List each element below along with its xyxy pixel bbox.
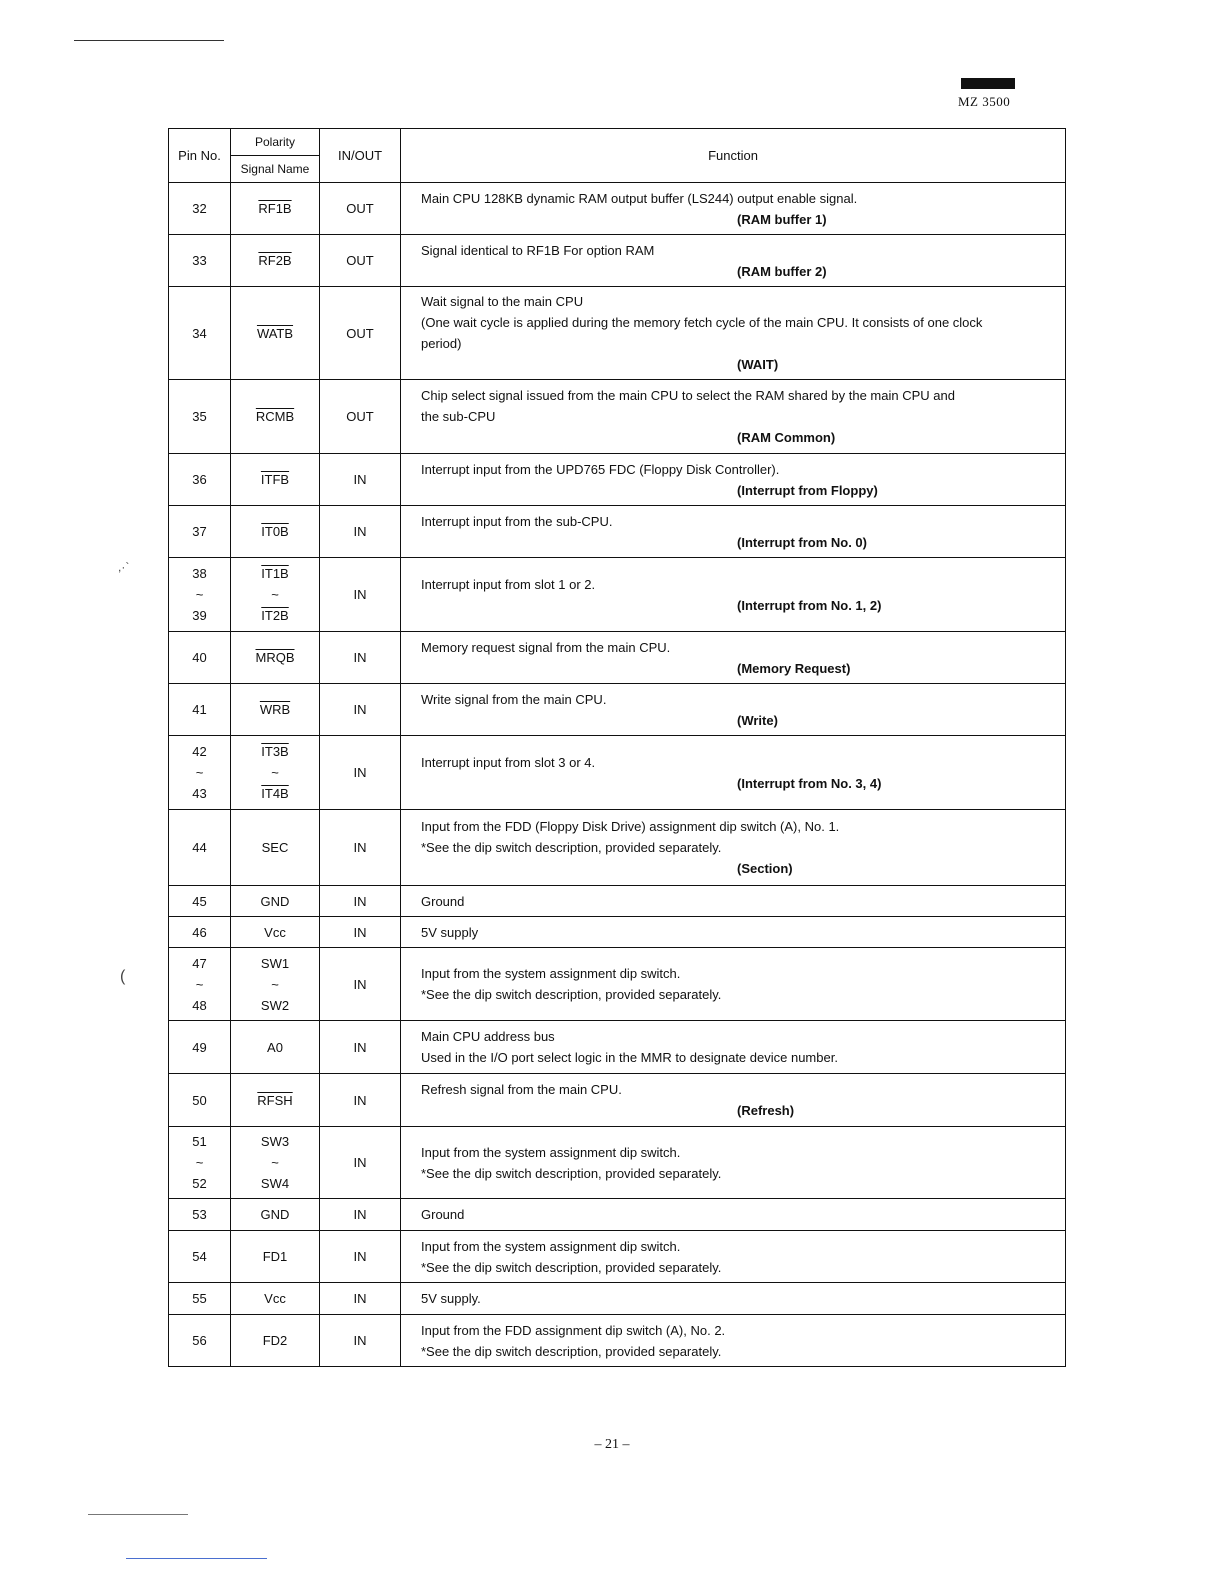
- table-row: [169, 1315, 1066, 1367]
- pin-number-cell: [169, 1074, 231, 1127]
- pin-number-cell-text: 56: [192, 1333, 207, 1348]
- function-cell: [401, 454, 1066, 506]
- signal-name-cell-text: SW1: [260, 955, 290, 971]
- pin-number-cell-text: 51: [192, 1134, 207, 1149]
- signal-name-cell: [231, 380, 320, 454]
- margin-artifact: (: [120, 968, 126, 985]
- pin-number-cell: [169, 632, 231, 684]
- pin-number-cell-text: 48: [192, 997, 207, 1013]
- function-text: Interrupt input from the UPD765 FDC (Floppy Disk Controller).: [421, 461, 780, 477]
- signal-name-cell-text: ~: [271, 1155, 279, 1170]
- pin-number-cell-text: 34: [192, 325, 207, 341]
- function-cell: [401, 886, 1066, 917]
- in-out-cell: IN: [320, 1021, 401, 1074]
- table-row: [169, 1074, 1066, 1127]
- signal-name-cell-text: Vcc: [264, 1291, 286, 1306]
- pin-number-cell: [169, 1199, 231, 1231]
- signal-name-cell-text: RF1B: [258, 201, 292, 216]
- function-note: (Interrupt from No. 1, 2): [737, 597, 882, 613]
- pin-number-cell-text: 33: [192, 253, 207, 268]
- scan-artifact-bottom: [88, 1514, 188, 1515]
- in-out-cell: OUT: [320, 380, 401, 454]
- signal-name-cell: [231, 1199, 320, 1231]
- pin-number-cell-text: 44: [192, 840, 207, 855]
- pin-number-cell: [169, 558, 231, 632]
- table-row: [169, 380, 1066, 454]
- pin-number-cell-text: 49: [192, 1039, 207, 1055]
- pin-number-cell: [169, 736, 231, 810]
- pin-number-cell: [169, 917, 231, 948]
- function-note: (WAIT): [737, 357, 779, 372]
- in-out-cell: IN: [320, 948, 401, 1021]
- table-row: [169, 1231, 1066, 1283]
- signal-name-cell: [231, 235, 320, 287]
- signal-name-cell: [231, 183, 320, 235]
- function-cell: [401, 810, 1066, 886]
- table-row: [169, 948, 1066, 1021]
- table-row: [169, 506, 1066, 558]
- function-cell: [401, 1283, 1066, 1315]
- signal-name-cell: [231, 287, 320, 380]
- function-text: *See the dip switch description, provided separately.: [421, 1259, 722, 1275]
- function-cell: [401, 1074, 1066, 1127]
- pin-number-cell: [169, 886, 231, 917]
- function-cell: [401, 506, 1066, 558]
- in-out-cell: IN: [320, 917, 401, 948]
- function-text: *See the dip switch description, provided separately.: [421, 1343, 722, 1359]
- function-text: Ground: [421, 893, 465, 909]
- pin-number-cell: [169, 810, 231, 886]
- pin-number-cell-text: 40: [192, 650, 207, 665]
- in-out-cell: IN: [320, 736, 401, 810]
- header-pin-no: Pin No.: [169, 129, 231, 183]
- signal-name-cell-text: ~: [271, 587, 279, 602]
- function-text: *See the dip switch description, provided separately.: [421, 1165, 722, 1181]
- function-text: Input from the FDD assignment dip switch (A), No. 2.: [421, 1322, 726, 1338]
- pin-number-cell: [169, 506, 231, 558]
- signal-name-cell-text: SW2: [260, 997, 290, 1013]
- in-out-cell: IN: [320, 558, 401, 632]
- in-out-cell: IN: [320, 1283, 401, 1315]
- pin-number-cell-text: ~: [195, 976, 204, 992]
- signal-name-cell: [231, 1074, 320, 1127]
- pin-number-cell: [169, 684, 231, 736]
- pin-number-cell-text: 45: [192, 893, 207, 909]
- table-row: [169, 917, 1066, 948]
- signal-name-cell-text: SW3: [260, 1134, 290, 1149]
- table-row: [169, 1199, 1066, 1231]
- in-out-cell: IN: [320, 506, 401, 558]
- in-out-cell: IN: [320, 886, 401, 917]
- signal-name-cell: [231, 810, 320, 886]
- margin-artifact: ,·`: [118, 560, 130, 574]
- in-out-cell: OUT: [320, 183, 401, 235]
- in-out-cell: IN: [320, 684, 401, 736]
- signal-name-cell-text: IT4B: [261, 786, 289, 801]
- pin-number-cell-text: 35: [192, 409, 207, 424]
- function-text: Interrupt input from the sub-CPU.: [421, 513, 613, 529]
- function-cell: [401, 1199, 1066, 1231]
- table-row: [169, 558, 1066, 632]
- signal-name-cell: [231, 948, 320, 1021]
- table-row: [169, 454, 1066, 506]
- pin-number-cell: [169, 1231, 231, 1283]
- signal-name-cell-text: IT3B: [261, 744, 289, 759]
- pin-number-cell-text: 46: [192, 924, 207, 940]
- signal-name-cell-text: $\overline{WRB}$: [259, 702, 291, 717]
- signal-name-cell-text: RFSH: [257, 1092, 293, 1108]
- signal-name-cell: [231, 632, 320, 684]
- pin-number-cell: [169, 1315, 231, 1367]
- function-text: 5V supply.: [421, 1291, 481, 1306]
- function-note: (Section): [737, 861, 793, 876]
- function-note: (Refresh): [737, 1103, 795, 1118]
- function-cell: [401, 684, 1066, 736]
- pin-number-cell-text: 55: [192, 1291, 207, 1306]
- function-text: Interrupt input from slot 3 or 4.: [421, 754, 596, 770]
- signal-name-cell: [231, 454, 320, 506]
- table-row: [169, 810, 1066, 886]
- table-row: [169, 1021, 1066, 1074]
- signal-name-cell-text: FD1: [262, 1249, 288, 1264]
- in-out-cell: IN: [320, 1074, 401, 1127]
- function-text: Input from the system assignment dip switch.: [421, 1144, 681, 1160]
- header-function: Function: [401, 129, 1066, 183]
- pin-number-cell: [169, 454, 231, 506]
- function-note: (RAM buffer 1): [737, 211, 827, 227]
- pin-number-cell: [169, 1127, 231, 1199]
- table-row: [169, 1283, 1066, 1315]
- function-text: Input from the system assignment dip switch.: [421, 1238, 681, 1254]
- signal-name-cell: [231, 1127, 320, 1199]
- in-out-cell: IN: [320, 1315, 401, 1367]
- function-note: (Interrupt from No. 3, 4): [737, 775, 882, 791]
- pin-function-table: [168, 128, 1066, 1367]
- pin-number-cell: [169, 235, 231, 287]
- pin-number-cell: [169, 183, 231, 235]
- function-text: (One wait cycle is applied during the memory fetch cycle of the main CPU. It consists of one clock: [421, 315, 983, 330]
- function-text: *See the dip switch description, provided separately.: [421, 840, 722, 855]
- function-cell: [401, 1021, 1066, 1074]
- signal-name-cell-text: MRQB: [255, 650, 295, 665]
- function-text: Input from the FDD (Floppy Disk Drive) assignment dip switch (A), No. 1.: [421, 819, 840, 834]
- signal-name-cell-text: RF2B: [258, 253, 292, 268]
- pin-number-cell-text: ~: [195, 765, 204, 780]
- header-signal-name: Signal Name: [231, 156, 320, 183]
- in-out-cell: IN: [320, 1127, 401, 1199]
- function-cell: [401, 1127, 1066, 1199]
- signal-name-cell: [231, 736, 320, 810]
- function-cell: [401, 948, 1066, 1021]
- signal-name-cell-text: GND: [260, 1207, 290, 1222]
- signal-name-cell-text: GND: [260, 893, 290, 909]
- signal-name-cell: [231, 1231, 320, 1283]
- pin-number-cell-text: 32: [192, 201, 207, 216]
- function-text: Interrupt input from slot 1 or 2.: [421, 576, 596, 592]
- function-text: Refresh signal from the main CPU.: [421, 1082, 622, 1097]
- function-cell: [401, 287, 1066, 380]
- function-cell: [401, 1231, 1066, 1283]
- table-row: [169, 684, 1066, 736]
- function-text: Used in the I/O port select logic in the MMR to designate device number.: [421, 1050, 838, 1065]
- pin-number-cell-text: 38: [192, 566, 207, 581]
- signal-name-cell: [231, 684, 320, 736]
- signal-name-cell-text: RCMB: [255, 409, 295, 424]
- pin-number-cell-text: 52: [192, 1176, 207, 1191]
- function-cell: [401, 380, 1066, 454]
- function-cell: [401, 183, 1066, 235]
- pin-number-cell-text: ~: [195, 1155, 204, 1170]
- function-text: Ground: [421, 1207, 465, 1222]
- function-text: Memory request signal from the main CPU.: [421, 639, 671, 655]
- page-number: – 21 –: [594, 1437, 630, 1452]
- header-mark: [961, 78, 1015, 89]
- header-in-out: IN/OUT: [320, 129, 401, 183]
- in-out-cell: IN: [320, 454, 401, 506]
- signal-name-cell: [231, 886, 320, 917]
- in-out-cell: IN: [320, 1199, 401, 1231]
- pin-number-cell-text: 47: [192, 955, 207, 971]
- pin-number-cell: [169, 1021, 231, 1074]
- signal-name-cell: [231, 506, 320, 558]
- function-text: period): [421, 336, 462, 351]
- in-out-cell: IN: [320, 632, 401, 684]
- function-text: Main CPU 128KB dynamic RAM output buffer (LS244) output enable signal.: [421, 190, 858, 206]
- function-text: Wait signal to the main CPU: [421, 294, 584, 309]
- function-text: *See the dip switch description, provided separately.: [421, 987, 722, 1002]
- function-text: Signal identical to RF1B For option RAM: [421, 242, 655, 258]
- pin-number-cell-text: 36: [192, 472, 207, 487]
- function-text: Input from the system assignment dip switch.: [421, 966, 681, 981]
- function-note: (Memory Request): [737, 660, 851, 676]
- pin-number-cell: [169, 1283, 231, 1315]
- pin-number-cell-text: 53: [192, 1207, 207, 1222]
- signal-name-cell-text: SW4: [260, 1176, 290, 1191]
- blue-rule: [126, 1558, 267, 1559]
- function-note: (RAM buffer 2): [737, 263, 827, 279]
- signal-name-cell: [231, 1283, 320, 1315]
- pin-number-cell-text: 37: [192, 524, 207, 539]
- function-note: (Interrupt from Floppy): [737, 482, 878, 498]
- function-cell: [401, 917, 1066, 948]
- in-out-cell: OUT: [320, 287, 401, 380]
- function-text: Write signal from the main CPU.: [421, 691, 607, 707]
- signal-name-cell-text: WATB: [256, 325, 294, 341]
- table-row: [169, 183, 1066, 235]
- table-row: [169, 287, 1066, 380]
- pin-number-cell-text: 42: [192, 744, 207, 759]
- signal-name-cell: [231, 558, 320, 632]
- pin-number-cell: [169, 287, 231, 380]
- signal-name-cell-text: FD2: [262, 1333, 288, 1348]
- signal-name-cell: [231, 917, 320, 948]
- pin-number-cell: [169, 380, 231, 454]
- pin-number-cell: [169, 948, 231, 1021]
- in-out-cell: OUT: [320, 235, 401, 287]
- table-row: [169, 1127, 1066, 1199]
- signal-name-cell-text: SEC: [261, 840, 289, 855]
- pin-number-cell-text: 54: [192, 1249, 207, 1264]
- function-cell: [401, 1315, 1066, 1367]
- in-out-cell: IN: [320, 810, 401, 886]
- signal-name-cell-text: ITFB: [260, 472, 290, 487]
- function-note: (Interrupt from No. 0): [737, 534, 867, 550]
- function-text: Chip select signal issued from the main CPU to select the RAM shared by the main CPU and: [421, 388, 955, 403]
- table-row: [169, 736, 1066, 810]
- table-row: [169, 632, 1066, 684]
- signal-name-cell-text: IT0B: [261, 524, 289, 539]
- function-note: (Write): [737, 712, 778, 728]
- signal-name-cell: [231, 1021, 320, 1074]
- function-text: the sub-CPU: [421, 409, 496, 424]
- pin-number-cell-text: ~: [195, 587, 204, 602]
- table-row: [169, 886, 1066, 917]
- pin-number-cell-text: 41: [192, 702, 207, 717]
- signal-name-cell-text: IT2B: [261, 608, 289, 623]
- signal-name-cell-text: Vcc: [264, 924, 286, 940]
- table-row: [169, 235, 1066, 287]
- pin-number-cell-text: 43: [192, 786, 207, 801]
- function-cell: [401, 736, 1066, 810]
- signal-name-cell-text: ~: [271, 765, 279, 780]
- pin-number-cell-text: 39: [192, 608, 207, 623]
- function-cell: [401, 632, 1066, 684]
- function-text: Main CPU address bus: [421, 1029, 555, 1044]
- pin-number-cell-text: 50: [192, 1092, 207, 1108]
- function-cell: [401, 558, 1066, 632]
- signal-name-cell: [231, 1315, 320, 1367]
- in-out-cell: IN: [320, 1231, 401, 1283]
- signal-name-cell-text: ~: [271, 976, 279, 992]
- header-polarity: Polarity: [231, 129, 320, 156]
- function-note: (RAM Common): [737, 430, 836, 445]
- scan-artifact-top: [74, 40, 224, 41]
- signal-name-cell-text: A0: [267, 1039, 283, 1055]
- function-text: 5V supply: [421, 924, 479, 940]
- signal-name-cell-text: IT1B: [261, 566, 289, 581]
- model-label: MZ 3500: [958, 94, 1011, 109]
- function-cell: [401, 235, 1066, 287]
